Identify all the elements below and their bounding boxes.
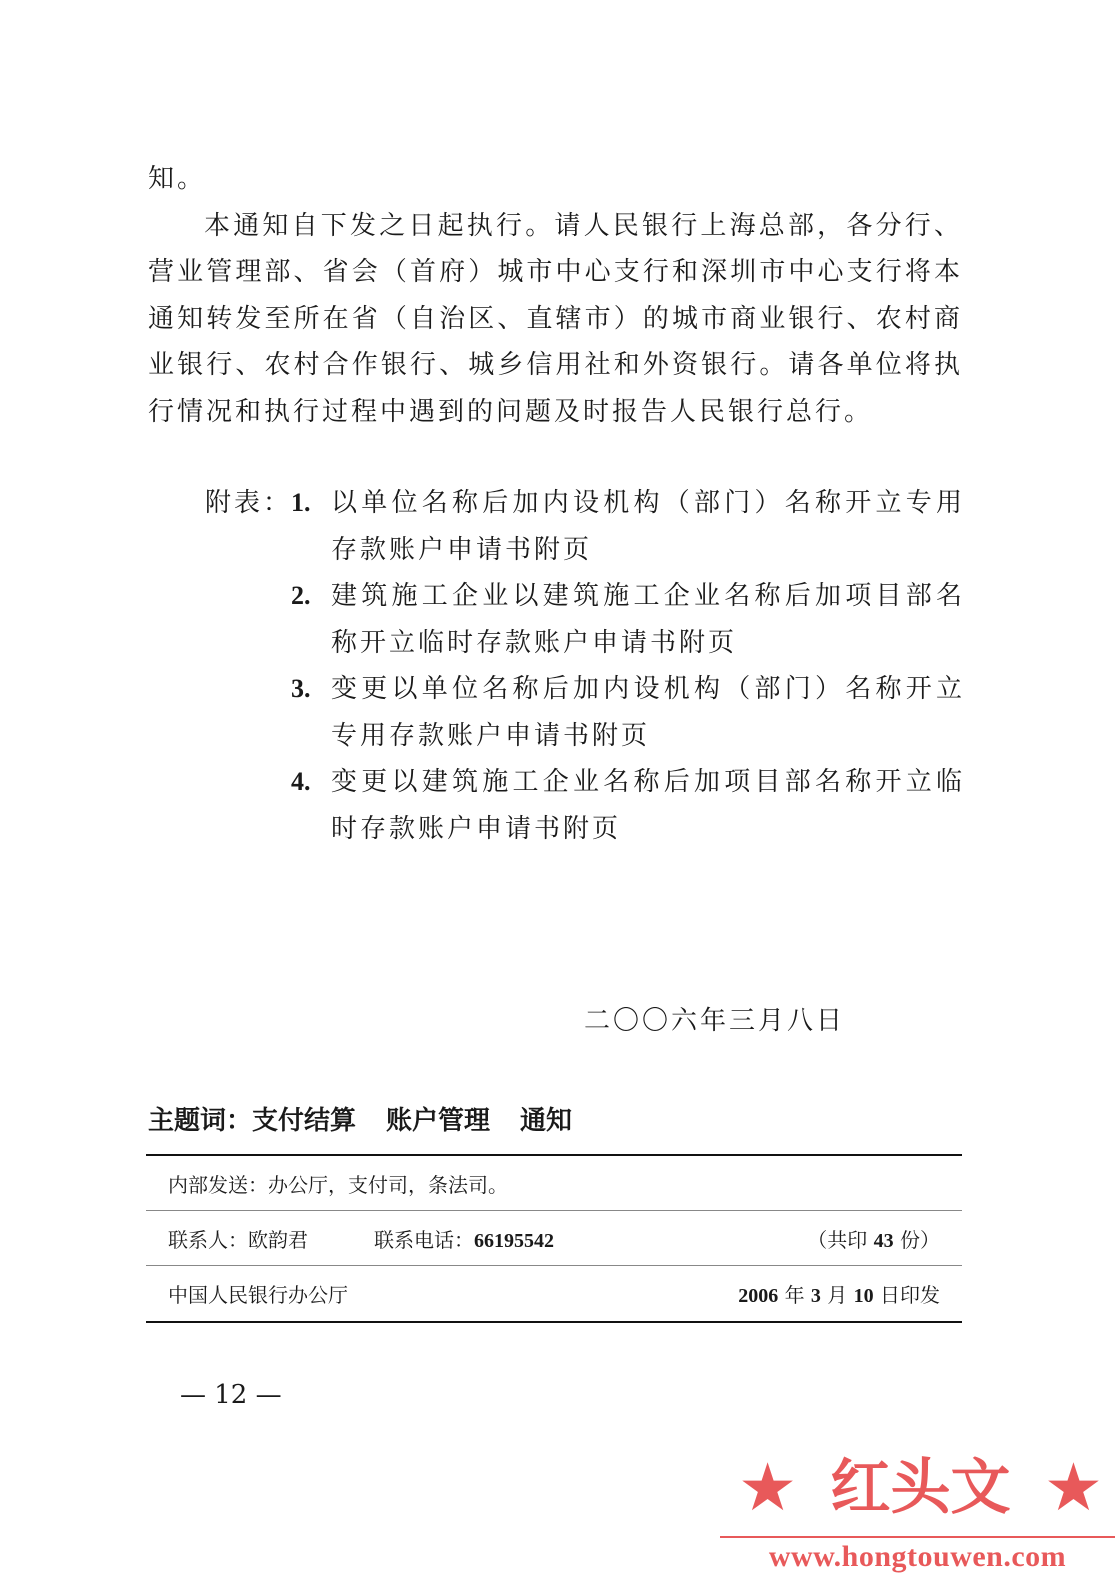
phone-label: 联系电话： bbox=[374, 1227, 474, 1252]
attachment-text: 变更以建筑施工企业名称后加项目部名称开立临时存款账户申请书附页 bbox=[331, 767, 965, 844]
attachment-list bbox=[205, 480, 965, 852]
keyword: 支付结算 bbox=[252, 1106, 357, 1136]
attachment-number: 3. bbox=[291, 674, 311, 703]
distribution-row bbox=[146, 1156, 962, 1211]
keyword: 账户管理 bbox=[386, 1106, 491, 1136]
site-watermark bbox=[720, 1445, 1115, 1580]
watermark-divider bbox=[720, 1536, 1115, 1538]
body-fragment: 知。 bbox=[148, 164, 207, 194]
attachment-text: 以单位名称后加内设机构（部门）名称开立专用存款账户申请书附页 bbox=[331, 488, 965, 565]
attachment-number: 2. bbox=[291, 581, 311, 610]
watermark-url: www.hongtouwen.com bbox=[768, 1540, 1067, 1573]
page-number: — 12 — bbox=[180, 1380, 282, 1410]
keywords-label: 主题词： bbox=[148, 1106, 253, 1136]
attachment-item bbox=[205, 573, 965, 666]
body-paragraph: 本通知自下发之日起执行。请人民银行上海总部，各分行、营业管理部、省会（首府）城市中心支行和深圳市中心支行将本通知转发至所在省（自治区、直辖市）的城市商业银行、农村商业银行、农村合作银行、城乡信用社和外资银行。请各单位将执行情况和执行过程中遇到的问题及时报告人民银行总行。 bbox=[148, 210, 963, 427]
contact-row bbox=[146, 1211, 962, 1266]
subject-keywords bbox=[148, 1100, 602, 1137]
document-date: 二〇〇六年三月八日 bbox=[584, 1006, 846, 1036]
print-copies: （共印 43 份） bbox=[807, 1227, 940, 1252]
contact-phone bbox=[374, 1224, 554, 1253]
contact-person: 联系人：欧韵君 bbox=[168, 1227, 308, 1252]
keyword: 通知 bbox=[520, 1106, 573, 1136]
star-icon: ★ bbox=[738, 1448, 798, 1526]
watermark-title: 红头文 bbox=[830, 1452, 1011, 1523]
attachment-text: 变更以单位名称后加内设机构（部门）名称开立专用存款账户申请书附页 bbox=[331, 674, 965, 751]
distribution-text: 内部发送：办公厅，支付司，条法司。 bbox=[168, 1172, 508, 1197]
attachment-text: 建筑施工企业以建筑施工企业名称后加项目部名称开立临时存款账户申请书附页 bbox=[331, 581, 965, 658]
attachment-item bbox=[205, 759, 965, 852]
attachment-number: 4. bbox=[291, 767, 311, 796]
document-footer-table bbox=[146, 1154, 962, 1323]
star-icon: ★ bbox=[1043, 1448, 1103, 1526]
issuer-name: 中国人民银行办公厅 bbox=[168, 1283, 348, 1307]
attachment-number: 1. bbox=[291, 488, 311, 517]
attachment-item bbox=[205, 480, 965, 573]
body-text bbox=[148, 156, 963, 435]
attachment-label: 附表： bbox=[205, 488, 293, 518]
phone-number: 66195542 bbox=[474, 1229, 554, 1252]
issue-date: 2006 年 3 月 10 日印发 bbox=[738, 1283, 940, 1307]
issuer-row bbox=[146, 1266, 962, 1321]
attachment-item bbox=[205, 666, 965, 759]
